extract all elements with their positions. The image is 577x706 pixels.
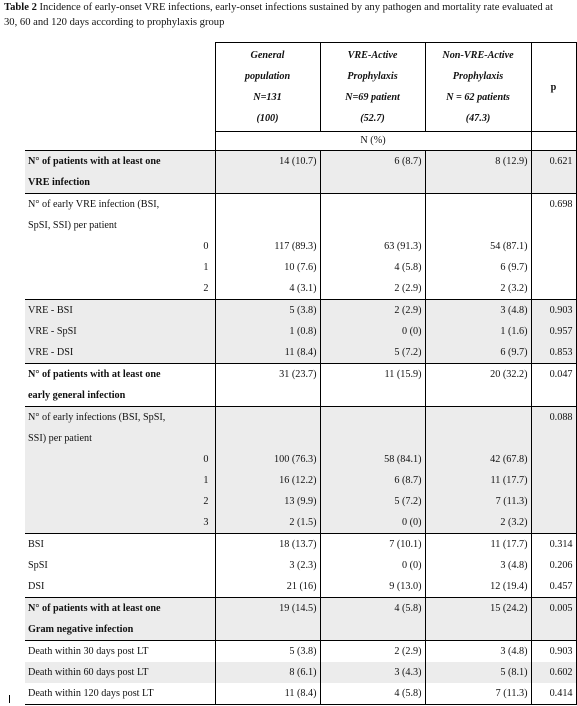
cell-empty (531, 278, 576, 300)
table-row (25, 555, 576, 576)
cell-non: 1 (1.6) (425, 321, 531, 342)
cell-p: 0.853 (531, 342, 576, 364)
cell-empty (215, 215, 320, 236)
table-row (25, 576, 576, 598)
cell-general: 2 (1.5) (215, 512, 320, 534)
sub-count: 2 (25, 491, 215, 512)
row-label: Death within 120 days post LT (25, 683, 215, 705)
cell-p: 0.457 (531, 576, 576, 598)
table-row (25, 491, 576, 512)
table-row (25, 470, 576, 491)
row-label: Death within 30 days post LT (25, 641, 215, 663)
cell-general: 5 (3.8) (215, 641, 320, 663)
cell-p: 0.206 (531, 555, 576, 576)
cell-general: 21 (16) (215, 576, 320, 598)
cell-empty (320, 215, 425, 236)
table-row (25, 300, 576, 322)
cell-p: 0.047 (531, 364, 576, 386)
cell-vre: 0 (0) (320, 321, 425, 342)
table-row (25, 172, 576, 194)
cell-p: 0.698 (531, 194, 576, 216)
table-row (25, 449, 576, 470)
header-vre-l1: VRE-Active (347, 50, 398, 61)
header-non-vre-active (425, 43, 531, 132)
cell-empty (425, 194, 531, 216)
header-general-l4: (100) (256, 113, 279, 124)
row-label-cont: VRE infection (25, 172, 215, 194)
row-label: BSI (25, 534, 215, 556)
cell-non: 8 (12.9) (425, 151, 531, 173)
table-row (25, 385, 576, 407)
row-label: N° of patients with at least one (25, 364, 215, 386)
cell-non: 11 (17.7) (425, 470, 531, 491)
cell-empty (425, 619, 531, 641)
cell-p: 0.088 (531, 407, 576, 429)
cell-vre: 4 (5.8) (320, 598, 425, 620)
n-p-empty (531, 132, 576, 151)
cell-general: 13 (9.9) (215, 491, 320, 512)
cell-empty (531, 215, 576, 236)
header-non-l1: Non-VRE-Active (442, 50, 514, 61)
cell-p: 0.314 (531, 534, 576, 556)
cell-vre: 2 (2.9) (320, 300, 425, 322)
sub-count: 2 (203, 283, 209, 294)
cell-empty (531, 385, 576, 407)
n-percent-row (25, 132, 576, 151)
cell-empty (425, 215, 531, 236)
table-row (25, 278, 576, 300)
header-row (25, 43, 576, 132)
row-label: VRE - DSI (25, 342, 215, 364)
cell-non: 42 (67.8) (425, 449, 531, 470)
cell-non: 20 (32.2) (425, 364, 531, 386)
cell-general: 5 (3.8) (215, 300, 320, 322)
cell-empty (215, 407, 320, 429)
cell-empty (425, 407, 531, 429)
cell-empty (215, 172, 320, 194)
cell-non: 5 (8.1) (425, 662, 531, 683)
cell-empty (531, 236, 576, 257)
cell-general: 31 (23.7) (215, 364, 320, 386)
table-row (25, 151, 576, 173)
table-row (25, 662, 576, 683)
row-label: SpSI (28, 560, 48, 571)
row-label: N° of early infections (BSI, SpSI, (25, 407, 215, 429)
header-general-l1: General (250, 50, 285, 61)
header-non-l3: N = 62 patients (446, 92, 510, 103)
page-margin-tick (9, 695, 10, 703)
cell-non: 54 (87.1) (425, 236, 531, 257)
cell-vre: 0 (0) (320, 512, 425, 534)
row-label: Death within 60 days post LT (25, 662, 215, 683)
cell-empty (215, 428, 320, 449)
table-row (25, 534, 576, 556)
n-percent-label: N (%) (215, 132, 531, 151)
cell-non: 15 (24.2) (425, 598, 531, 620)
row-label: N° of patients with at least one (25, 598, 215, 620)
row-label-cont: early general infection (28, 390, 126, 401)
sub-count: 0 (203, 241, 209, 252)
cell-empty (531, 491, 576, 512)
header-vre-active (320, 43, 425, 132)
cell-general: 11 (8.4) (215, 342, 320, 364)
row-label: N° of early VRE infection (BSI, (25, 194, 215, 216)
cell-vre: 4 (5.8) (320, 683, 425, 705)
cell-general: 1 (0.8) (215, 321, 320, 342)
cell-p: 0.957 (531, 321, 576, 342)
cell-p: 0.414 (531, 683, 576, 705)
cell-general: 11 (8.4) (215, 683, 320, 705)
cell-p: 0.621 (531, 151, 576, 173)
header-p: p (531, 43, 576, 132)
cell-non: 7 (11.3) (425, 683, 531, 705)
cell-vre: 63 (91.3) (320, 236, 425, 257)
table-row (25, 194, 576, 216)
cell-vre: 9 (13.0) (320, 576, 425, 598)
cell-empty (320, 172, 425, 194)
cell-vre: 3 (4.3) (320, 662, 425, 683)
cell-empty (531, 619, 576, 641)
cell-vre: 5 (7.2) (320, 491, 425, 512)
cell-general: 3 (2.3) (215, 555, 320, 576)
cell-empty (320, 385, 425, 407)
cell-vre: 58 (84.1) (320, 449, 425, 470)
table-row (25, 512, 576, 534)
cell-empty (320, 428, 425, 449)
table-row (25, 598, 576, 620)
cell-empty (320, 619, 425, 641)
cell-vre: 11 (15.9) (320, 364, 425, 386)
table-row (25, 257, 576, 278)
cell-general: 8 (6.1) (215, 662, 320, 683)
table-row (25, 428, 576, 449)
header-non-l2: Prophylaxis (452, 71, 504, 82)
sub-count: 3 (25, 512, 215, 534)
caption-text: Incidence of early-onset VRE infections, early-onset infections sustained by any pathogen and mortality rate evaluated at 30, 60 and 120 days according to prophylaxis group (4, 2, 553, 28)
row-label: N° of patients with at least one (25, 151, 215, 173)
table-row (25, 407, 576, 429)
cell-general: 18 (13.7) (215, 534, 320, 556)
cell-p: 0.602 (531, 662, 576, 683)
row-label-cont: Gram negative infection (25, 619, 215, 641)
sub-count: 1 (25, 470, 215, 491)
table-caption (4, 0, 560, 30)
cell-empty (531, 512, 576, 534)
cell-empty (425, 172, 531, 194)
cell-general: 4 (3.1) (215, 278, 320, 300)
cell-general: 16 (12.2) (215, 470, 320, 491)
header-general-l3: N=131 (253, 92, 282, 103)
row-label-cont: SpSI, SSI) per patient (28, 220, 117, 231)
caption-label: Table 2 (4, 2, 37, 13)
cell-general: 100 (76.3) (215, 449, 320, 470)
cell-empty (425, 385, 531, 407)
cell-empty (215, 619, 320, 641)
header-empty (25, 43, 215, 132)
cell-empty (531, 257, 576, 278)
table-row (25, 619, 576, 641)
cell-p: 0.903 (531, 641, 576, 663)
cell-non: 6 (9.7) (425, 257, 531, 278)
cell-general: 19 (14.5) (215, 598, 320, 620)
row-label-cont: SSI) per patient (25, 428, 215, 449)
table-row (25, 683, 576, 705)
cell-non: 6 (9.7) (425, 342, 531, 364)
cell-empty (531, 449, 576, 470)
cell-vre: 4 (5.8) (320, 257, 425, 278)
table-row (25, 215, 576, 236)
table-row (25, 342, 576, 364)
cell-empty (215, 385, 320, 407)
sub-count: 0 (25, 449, 215, 470)
cell-empty (320, 407, 425, 429)
cell-vre: 2 (2.9) (320, 278, 425, 300)
cell-vre: 0 (0) (320, 555, 425, 576)
cell-general: 117 (89.3) (215, 236, 320, 257)
cell-vre: 2 (2.9) (320, 641, 425, 663)
header-vre-l3: N=69 patient (345, 92, 400, 103)
cell-non: 11 (17.7) (425, 534, 531, 556)
n-empty (25, 132, 215, 151)
cell-non: 2 (3.2) (425, 512, 531, 534)
cell-vre: 6 (8.7) (320, 470, 425, 491)
cell-non: 3 (4.8) (425, 300, 531, 322)
row-label: DSI (28, 581, 45, 592)
cell-vre: 6 (8.7) (320, 151, 425, 173)
cell-vre: 7 (10.1) (320, 534, 425, 556)
cell-empty (531, 428, 576, 449)
cell-empty (531, 172, 576, 194)
table-row (25, 236, 576, 257)
sub-count: 1 (203, 262, 209, 273)
cell-empty (215, 194, 320, 216)
table-row (25, 364, 576, 386)
cell-non: 12 (19.4) (425, 576, 531, 598)
results-table (25, 42, 577, 705)
cell-non: 7 (11.3) (425, 491, 531, 512)
cell-empty (425, 428, 531, 449)
header-general (215, 43, 320, 132)
cell-general: 10 (7.6) (215, 257, 320, 278)
cell-vre: 5 (7.2) (320, 342, 425, 364)
cell-non: 2 (3.2) (425, 278, 531, 300)
table-row (25, 641, 576, 663)
cell-p: 0.005 (531, 598, 576, 620)
row-label: VRE - BSI (25, 300, 215, 322)
header-vre-l2: Prophylaxis (347, 71, 398, 82)
cell-non: 3 (4.8) (425, 641, 531, 663)
table-row (25, 321, 576, 342)
header-non-l4: (47.3) (465, 113, 491, 124)
cell-p: 0.903 (531, 300, 576, 322)
cell-general: 14 (10.7) (215, 151, 320, 173)
cell-non: 3 (4.8) (425, 555, 531, 576)
header-vre-l4: (52.7) (360, 113, 385, 124)
cell-empty (320, 194, 425, 216)
cell-empty (531, 470, 576, 491)
row-label: VRE - SpSI (25, 321, 215, 342)
header-general-l2: population (244, 71, 291, 82)
